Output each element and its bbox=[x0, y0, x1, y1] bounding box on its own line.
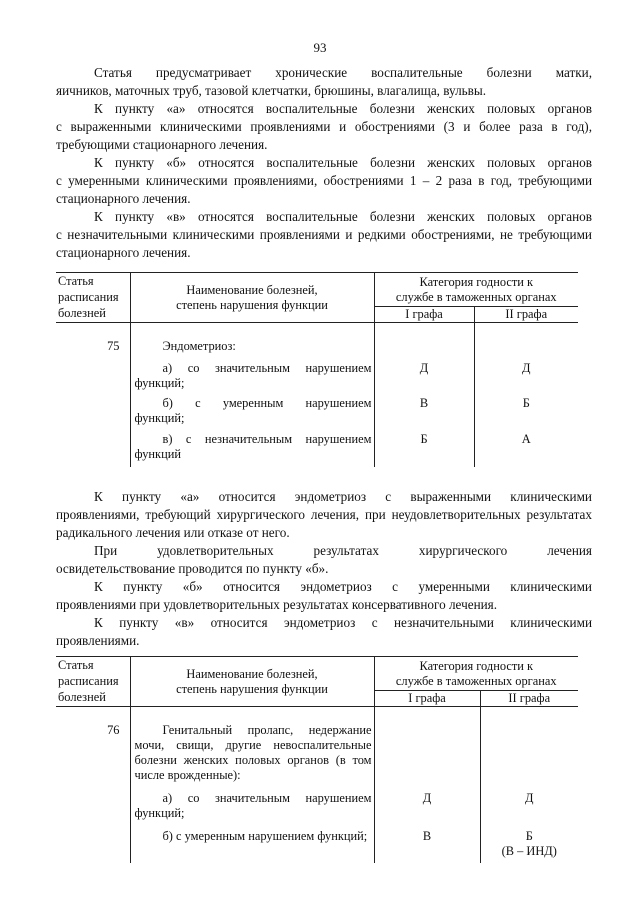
paragraph-6-rest: освидетельствование проводится по пункту «б». bbox=[56, 561, 329, 576]
article-76-title-l4: числе врожденные): bbox=[134, 768, 241, 782]
header2-article-l3: болезней bbox=[58, 690, 106, 704]
header2-article-cell bbox=[56, 657, 130, 707]
header-article-l1: Статья bbox=[58, 274, 94, 288]
t2-row-b-graph2: Б bbox=[525, 829, 533, 843]
t2-row-b-text: б) с умеренным нарушением функций; bbox=[162, 829, 368, 843]
t2-row-a-graph1: Д bbox=[374, 783, 480, 823]
header2-graph-1: I графа bbox=[374, 691, 480, 707]
header-category-l1: Категория годности к bbox=[419, 275, 533, 289]
t2-row-b-graph1: В bbox=[374, 823, 480, 863]
table-article-75 bbox=[56, 272, 578, 467]
header-category-l2: службе в таможенных органах bbox=[395, 290, 557, 304]
header2-article-l2: расписания bbox=[58, 674, 119, 688]
header-article-l2: расписания bbox=[58, 290, 119, 304]
paragraph-6-line1: При удовлетворительных результатах хирургического лечения bbox=[94, 543, 592, 558]
header2-graph-2: II графа bbox=[480, 691, 578, 707]
header-name-l1: Наименование болезней, bbox=[186, 282, 318, 297]
header-article-cell bbox=[56, 273, 130, 323]
paragraph-5-rest: проявлениями, требующий хирургического лечения, при неудовлетворительных результатах радикального лечения или отказе от него. bbox=[56, 507, 592, 540]
table1-row-a bbox=[56, 354, 578, 391]
table1-row-b bbox=[56, 391, 578, 427]
row-c-graph1: Б bbox=[374, 427, 474, 467]
header2-article-l1: Статья bbox=[58, 658, 94, 672]
paragraph-2-rest: с выраженными клиническими проявлениями и обострениями (3 и более раза в год), требующими стационарного лечения. bbox=[56, 119, 592, 152]
paragraph-2-line1: К пункту «а» относятся воспалительные болезни женских половых органов bbox=[94, 101, 592, 116]
row-a-graph2: Д bbox=[474, 354, 578, 391]
paragraph-5 bbox=[56, 488, 592, 542]
header-name-cell bbox=[130, 273, 374, 323]
row-b-text: б) с умеренным нарушением bbox=[162, 396, 372, 410]
header2-name-l1: Наименование болезней, bbox=[186, 666, 318, 681]
paragraph-1-line1: Статья предусматривает хронические воспалительные болезни матки, bbox=[94, 65, 592, 80]
table2-row-a bbox=[56, 783, 578, 823]
header-graph-2: II графа bbox=[474, 307, 578, 323]
row-c-text-2: функций bbox=[134, 447, 181, 461]
paragraph-7-rest: проявлениями при удовлетворительных результатах консервативного лечения. bbox=[56, 597, 498, 612]
page-number: 93 bbox=[313, 40, 327, 55]
article-76-number: 76 bbox=[107, 723, 120, 737]
row-b-text-2: функций; bbox=[134, 411, 185, 425]
header2-name-l2: степень нарушения функции bbox=[176, 681, 328, 696]
paragraph-3-rest: с умеренными клиническими проявлениями, обострениями 1 – 2 раза в год, требующими стационарного лечения. bbox=[56, 173, 592, 206]
header-category-cell bbox=[374, 273, 578, 307]
row-b-graph1: В bbox=[374, 391, 474, 427]
paragraph-6 bbox=[56, 542, 592, 578]
paragraph-2 bbox=[56, 100, 592, 154]
row-c-text: в) с незначительным нарушением bbox=[162, 432, 372, 446]
t2-row-a-graph2: Д bbox=[480, 783, 578, 823]
paragraph-8 bbox=[56, 614, 592, 650]
header-name-l2: степень нарушения функции bbox=[176, 297, 328, 312]
article-75-title: Эндометриоз: bbox=[130, 323, 374, 355]
paragraph-7-line1: К пункту «б» относится эндометриоз с умеренными клиническими bbox=[94, 579, 592, 594]
paragraph-5-line1: К пункту «а» относится эндометриоз с выраженными клиническими bbox=[94, 489, 592, 504]
row-c-graph2: А bbox=[474, 427, 578, 467]
t2-row-a-text-2: функций; bbox=[134, 806, 185, 820]
paragraph-3 bbox=[56, 154, 592, 208]
paragraph-4 bbox=[56, 208, 592, 262]
article-76-title-l2: мочи, свищи, другие невоспалительные bbox=[134, 738, 372, 752]
paragraph-8-line1: К пункту «в» относится эндометриоз с незначительными клиническими bbox=[94, 615, 592, 630]
article-76-title bbox=[130, 707, 374, 784]
row-b-graph2: Б bbox=[474, 391, 578, 427]
header2-name-cell bbox=[130, 657, 374, 707]
paragraph-1 bbox=[56, 64, 592, 100]
table-article-76 bbox=[56, 656, 578, 863]
t2-row-b-graph2-note: (В – ИНД) bbox=[501, 844, 557, 858]
row-a-text: а) со значительным нарушением bbox=[162, 361, 372, 375]
t2-row-b-graph2-cell bbox=[480, 823, 578, 863]
table1-row-c bbox=[56, 427, 578, 467]
row-a-text-2: функций; bbox=[134, 376, 185, 390]
header2-category-cell bbox=[374, 657, 578, 691]
article-75-number: 75 bbox=[107, 339, 120, 353]
header-article-l3: болезней bbox=[58, 306, 106, 320]
t2-row-a-text: а) со значительным нарушением bbox=[162, 791, 372, 805]
article-76-title-l3: болезни женских половых органов (в том bbox=[134, 753, 372, 767]
paragraph-4-rest: с незначительными клиническими проявлениями и редкими обострениями, не требующими стационарного лечения. bbox=[56, 227, 592, 260]
row-a-graph1: Д bbox=[374, 354, 474, 391]
header2-category-l1: Категория годности к bbox=[419, 659, 533, 673]
article-76-title-l1: Генитальный пролапс, недержание bbox=[162, 723, 372, 737]
paragraph-4-line1: К пункту «в» относятся воспалительные болезни женских половых органов bbox=[94, 209, 592, 224]
header-graph-1: I графа bbox=[374, 307, 474, 323]
paragraph-7 bbox=[56, 578, 592, 614]
table2-row-b bbox=[56, 823, 578, 863]
paragraph-8-rest: проявлениями. bbox=[56, 633, 140, 648]
paragraph-1-rest: яичников, маточных труб, тазовой клетчатки, брюшины, влагалища, вульвы. bbox=[56, 83, 487, 98]
header2-category-l2: службе в таможенных органах bbox=[395, 674, 557, 688]
paragraph-3-line1: К пункту «б» относятся воспалительные болезни женских половых органов bbox=[94, 155, 592, 170]
